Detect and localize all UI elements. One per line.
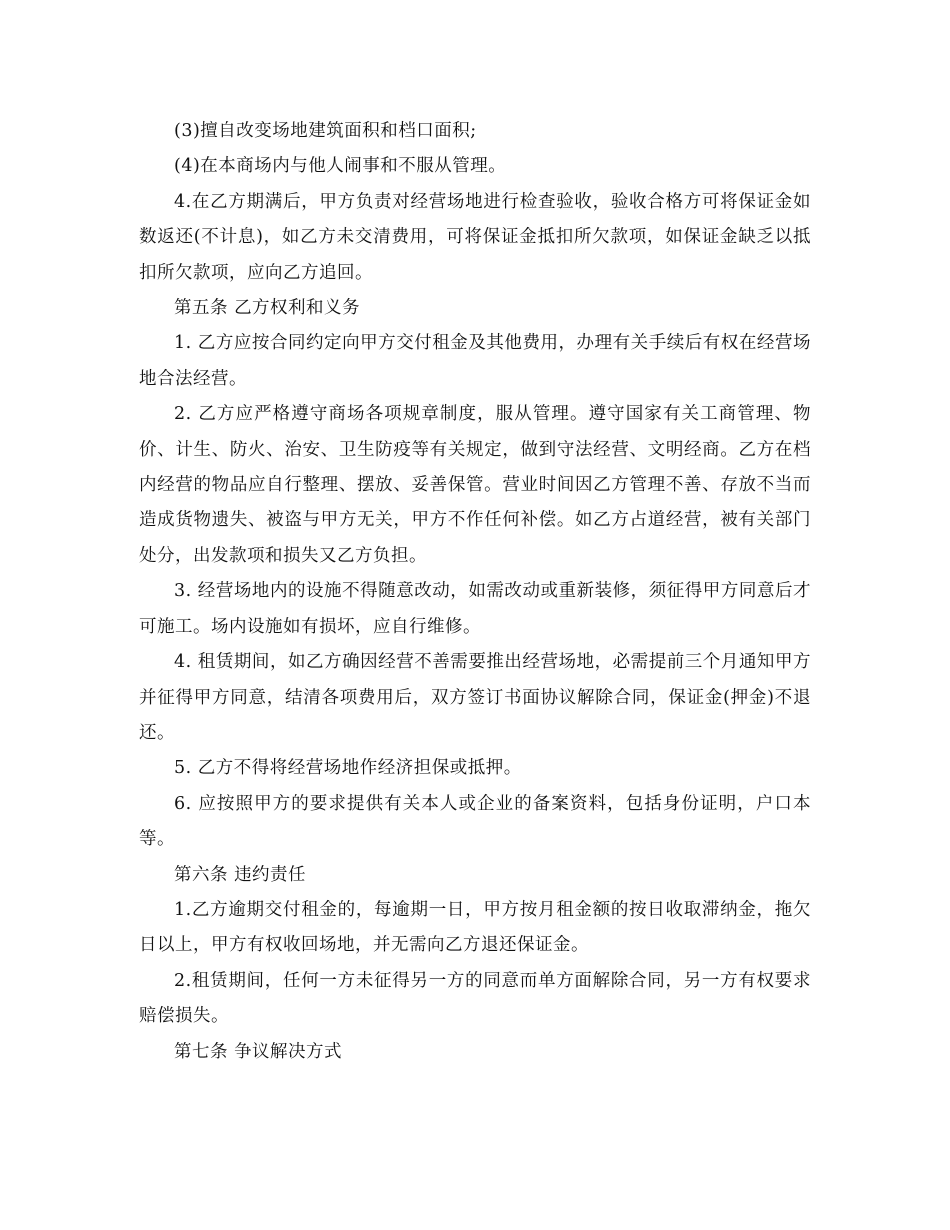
paragraph-item-3: (3)擅自改变场地建筑面积和档口面积; (174, 121, 477, 141)
document-body (139, 114, 811, 1070)
paragraph-article-5-3: 3. 经营场地内的设施不得随意改动，如需改动或重新装修，须征得甲方同意后才可施工。场内设施如有损坏，应自行维修。 (139, 581, 811, 637)
section-heading-article-7: 第七条 争议解决方式 (174, 1041, 343, 1062)
paragraph-article-5-6: 6. 应按照甲方的要求提供有关本人或企业的备案资料，包括身份证明，户口本等。 (139, 793, 811, 850)
section-heading-article-5: 第五条 乙方权利和义务 (174, 298, 361, 319)
paragraph-article-6-2: 2.租赁期间，任何一方未征得另一方的同意而单方面解除合同，另一方有权要求赔偿损失。 (139, 970, 811, 1027)
paragraph-article-5-5: 5. 乙方不得将经营场地作经济担保或抵押。 (174, 758, 522, 779)
paragraph-article-6-1: 1.乙方逾期交付租金的，每逾期一日，甲方按月租金额的按日收取滞纳金，拖欠日以上，甲方有权收回场地，并无需向乙方退还保证金。 (139, 899, 811, 956)
paragraph-item-4: (4)在本商场内与他人闹事和不服从管理。 (174, 156, 507, 177)
paragraph-deposit-return: 4.在乙方期满后，甲方负责对经营场地进行检查验收，验收合格方可将保证金如数返还(不计息)，如乙方未交清费用，可将保证金抵扣所欠款项，如保证金缺乏以抵扣所欠款项，应向乙方追回。 (139, 191, 811, 283)
paragraph-article-5-1: 1. 乙方应按合同约定向甲方交付租金及其他费用，办理有关手续后有权在经营场地合法经营。 (139, 333, 811, 389)
paragraph-article-5-4: 4. 租赁期间，如乙方确因经营不善需要推出经营场地，必需提前三个月通知甲方并征得甲方同意，结清各项费用后，双方签订书面协议解除合同，保证金(押金)不退还。 (139, 652, 811, 743)
section-heading-article-6: 第六条 违约责任 (174, 864, 307, 885)
paragraph-article-5-2: 2. 乙方应严格遵守商场各项规章制度，服从管理。遵守国家有关工商管理、物价、计生、防火、治安、卫生防疫等有关规定，做到守法经营、文明经商。乙方在档内经营的物品应自行整理、摆放、妥善保管。营业时间因乙方管理不善、存放不当而造成货物遗失、被盗与甲方无关，甲方不作任何补偿。如乙方占道经营，被有关部门处分，出发款项和损失又乙方负担。 (139, 404, 811, 566)
